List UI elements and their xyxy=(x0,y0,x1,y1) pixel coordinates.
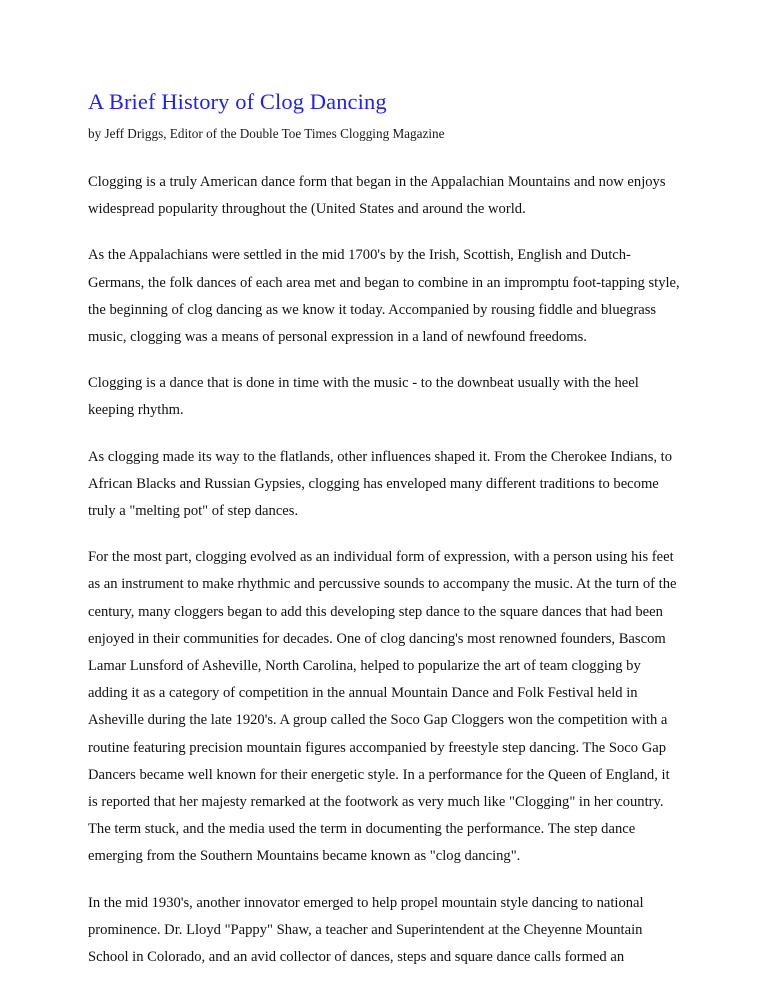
paragraph: Clogging is a dance that is done in time with the music - to the downbeat usually with the heel keeping rhythm. xyxy=(88,375,639,419)
paragraph: For the most part, clogging evolved as an individual form of expression, with a person using his feet as an instrument to make rhythmic and percussive sounds to accompany the music. At the turn of the century, many cloggers began to add this developing step dance to the square dances that had been enjoyed in their communities for decades. One of clog dancing's most renowned founders, Bascom Lamar Lunsford of Asheville, North Carolina, helped to popularize the art of team clogging by adding it as a category of competition in the annual Mountain Dance and Folk Festival held in Asheville during the late 1920's. A group called the Soco Gap Cloggers won the competition with a routine featuring precision mountain figures accompanied by freestyle step dancing. The Soco Gap Dancers became well known for their energetic style. In a performance for the Queen of England, it is reported that her majesty remarked at the footwork as very much like "Clogging" in her country. The term stuck, and the media used the term in documenting the performance. The step dance emerging from the Southern Mountains became known as "clog dancing". xyxy=(88,549,677,865)
paragraph: In the mid 1930's, another innovator emerged to help propel mountain style dancing to national prominence. Dr. Lloyd "Pappy" Shaw, a teacher and Superintendent at the Cheyenne Mountain School in Colorado, and an avid collector of dances, steps and square dance calls formed an xyxy=(88,894,644,966)
paragraph: As clogging made its way to the flatlands, other influences shaped it. From the Cherokee Indians, to African Blacks and Russian Gypsies, clogging has enveloped many different traditions to become truly a "melting pot" of step dances. xyxy=(88,448,673,520)
paragraph: As the Appalachians were settled in the mid 1700's by the Irish, Scottish, English and Dutch-Germans, the folk dances of each area met and began to combine in an impromptu foot-tapping style, the beginning of clog dancing as we know it today. Accompanied by rousing fiddle and bluegrass music, clogging was a means of personal expression in a land of newfound freedoms. xyxy=(88,247,680,346)
byline: by Jeff Driggs, Editor of the Double Toe Times Clogging Magazine xyxy=(88,126,445,141)
paragraph: Clogging is a truly American dance form that began in the Appalachian Mountains and now enjoys widespread popularity throughout the (United States and around the world. xyxy=(88,174,666,218)
page-title: A Brief History of Clog Dancing xyxy=(88,89,387,114)
document-body xyxy=(88,169,680,971)
